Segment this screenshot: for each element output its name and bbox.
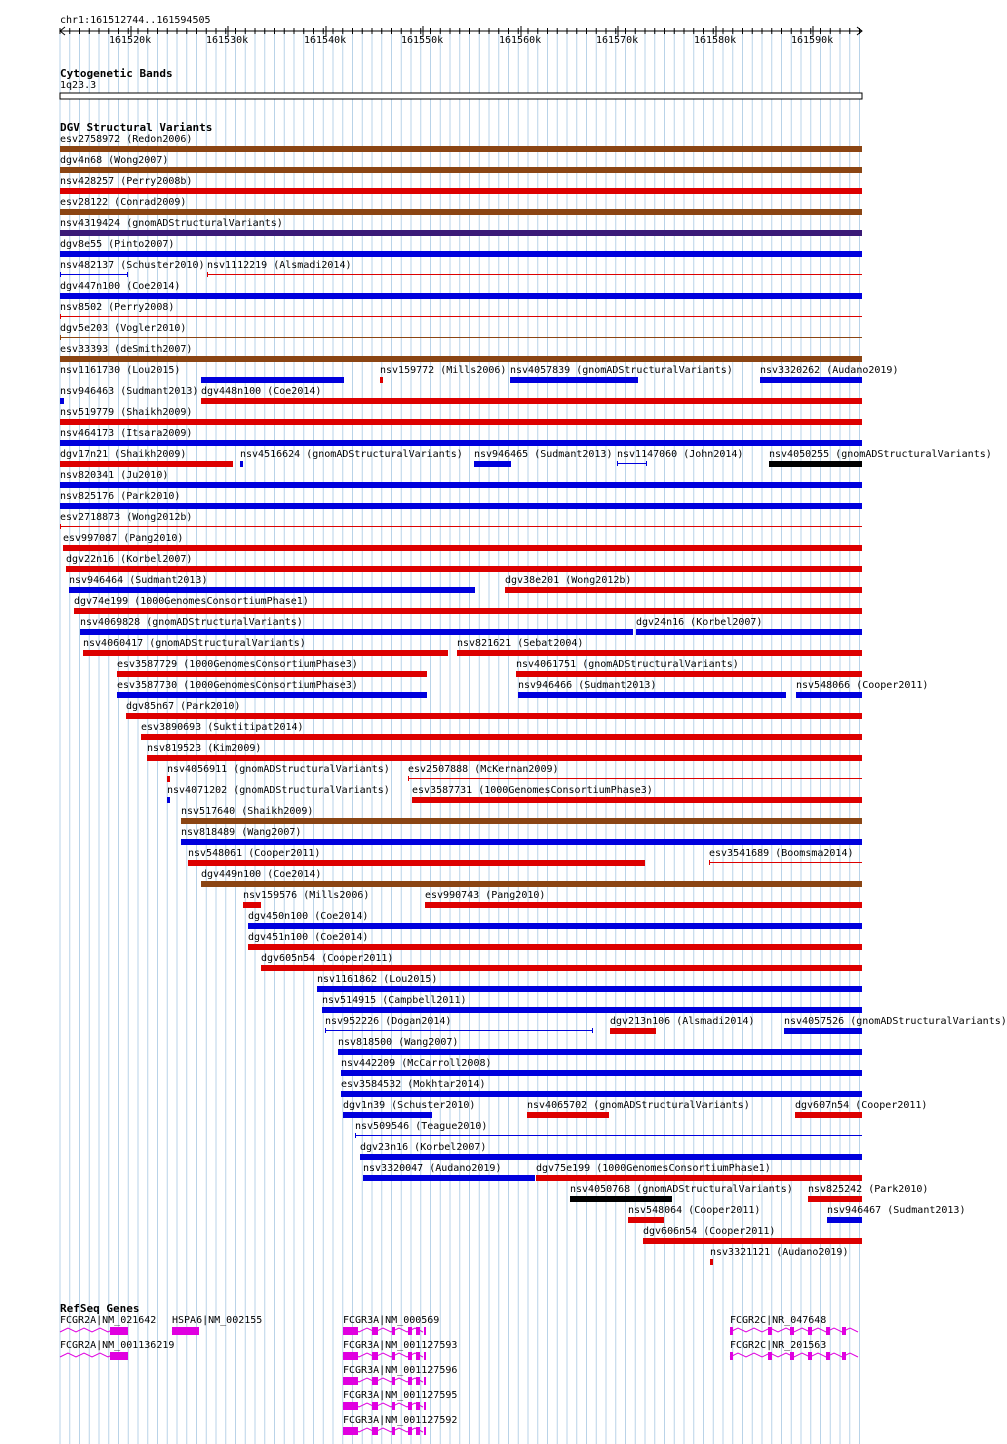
sv-feature-bar[interactable] (425, 902, 862, 908)
sv-feature-label[interactable]: dgv23n16 (Korbel2007) (360, 1142, 487, 1153)
sv-feature-label[interactable]: esv2718873 (Wong2012b) (60, 512, 193, 523)
sv-feature-label[interactable]: dgv17n21 (Shaikh2009) (60, 449, 187, 460)
sv-feature-label[interactable]: nsv3320262 (Audano2019) (760, 365, 899, 376)
sv-feature-bar[interactable] (60, 293, 862, 299)
sv-feature-bar[interactable] (457, 650, 862, 656)
sv-feature-label[interactable]: esv33393 (deSmith2007) (60, 344, 193, 355)
ruler-tick-label: 161560k (499, 35, 542, 46)
sv-feature-label[interactable]: nsv428257 (Perry2008b) (60, 176, 193, 187)
sv-feature-label[interactable]: nsv482137 (Schuster2010) (60, 260, 205, 271)
sv-feature-label[interactable]: nsv4056911 (gnomADStructuralVariants) (167, 764, 390, 775)
sv-feature-label[interactable]: esv2507888 (McKernan2009) (408, 764, 559, 775)
sv-feature-label[interactable]: dgv605n54 (Cooper2011) (261, 953, 394, 964)
gene-label[interactable]: FCGR2C|NR_047648 (730, 1315, 827, 1326)
sv-feature-end-cap (207, 272, 208, 277)
sv-feature-label[interactable]: esv3587729 (1000GenomesConsortiumPhase3) (117, 659, 358, 670)
sv-feature-bar[interactable] (322, 1007, 862, 1013)
gene-exon[interactable] (424, 1427, 426, 1435)
sv-feature-label[interactable]: dgv1n39 (Schuster2010) (343, 1100, 476, 1111)
sv-feature-bar[interactable] (117, 692, 427, 698)
sv-feature-label[interactable]: esv28122 (Conrad2009) (60, 197, 187, 208)
gene-exon[interactable] (343, 1327, 358, 1335)
gene-intron-line (730, 1353, 858, 1357)
gene-exon[interactable] (372, 1377, 378, 1385)
sv-feature-bar[interactable] (60, 440, 862, 446)
sv-feature-label[interactable]: nsv1147060 (John2014) (617, 449, 744, 460)
gene-label[interactable]: FCGR3A|NM_001127596 (343, 1365, 458, 1376)
sv-feature-bar[interactable] (60, 356, 862, 362)
sv-feature-label[interactable]: nsv946465 (Sudmant2013) (474, 449, 613, 460)
gene-exon[interactable] (392, 1352, 395, 1360)
sv-feature-bar[interactable] (243, 902, 261, 908)
sv-feature-end-cap (325, 1028, 326, 1033)
gene-exon[interactable] (372, 1427, 378, 1435)
gene-exon[interactable] (416, 1352, 420, 1360)
sv-feature-label[interactable]: nsv946467 (Sudmant2013) (827, 1205, 966, 1216)
locus-label: chr1:161512744..161594505 (60, 15, 211, 26)
sv-feature-bar[interactable] (60, 461, 233, 467)
sv-feature-label[interactable]: nsv1161862 (Lou2015) (317, 974, 438, 985)
sv-feature-end-cap (60, 314, 61, 319)
gene-label[interactable]: FCGR2A|NM_001136219 (60, 1340, 175, 1351)
sv-feature-bar[interactable] (60, 146, 862, 152)
sv-feature-label[interactable]: nsv514915 (Campbell2011) (322, 995, 467, 1006)
sv-feature-label[interactable]: dgv74e199 (1000GenomesConsortiumPhase1) (74, 596, 309, 607)
sv-feature-bar[interactable] (518, 692, 786, 698)
sv-feature-bar[interactable] (516, 671, 862, 677)
sv-feature-bar[interactable] (60, 419, 862, 425)
sv-feature-label[interactable]: nsv821621 (Sebat2004) (457, 638, 584, 649)
sv-feature-bar[interactable] (760, 377, 862, 383)
gene-exon[interactable] (392, 1377, 395, 1385)
sv-feature-label[interactable]: nsv4516624 (gnomADStructuralVariants) (240, 449, 463, 460)
sv-feature-bar[interactable] (60, 209, 862, 215)
sv-feature-bar[interactable] (474, 461, 511, 467)
sv-feature-label[interactable]: dgv5e203 (Vogler2010) (60, 323, 187, 334)
sv-feature-label[interactable]: nsv1161730 (Lou2015) (60, 365, 181, 376)
sv-feature-label[interactable]: dgv451n100 (Coe2014) (248, 932, 369, 943)
gene-exon[interactable] (392, 1427, 395, 1435)
sv-feature-bar[interactable] (341, 1070, 862, 1076)
sv-feature-bar[interactable] (628, 1217, 664, 1223)
track-title-cytoband: Cytogenetic Bands (60, 67, 173, 80)
gene-exon[interactable] (110, 1327, 128, 1335)
sv-feature-label[interactable]: nsv3320047 (Audano2019) (363, 1163, 502, 1174)
sv-feature-bar[interactable] (363, 1175, 535, 1181)
sv-feature-label[interactable]: nsv4057839 (gnomADStructuralVariants) (510, 365, 733, 376)
sv-feature-label[interactable]: dgv449n100 (Coe2014) (201, 869, 322, 880)
sv-feature-bar[interactable] (201, 398, 862, 404)
sv-feature-bar[interactable] (126, 713, 862, 719)
sv-feature-label[interactable]: esv2758972 (Redon2006) (60, 134, 193, 145)
sv-feature-label[interactable]: dgv450n100 (Coe2014) (248, 911, 369, 922)
gene-exon[interactable] (416, 1327, 420, 1335)
sv-feature-label[interactable]: nsv509546 (Teague2010) (355, 1121, 488, 1132)
gene-exon[interactable] (172, 1327, 199, 1335)
gene-label[interactable]: FCGR3A|NM_001127595 (343, 1390, 458, 1401)
sv-feature-bar[interactable] (795, 1112, 862, 1118)
sv-feature-bar[interactable] (510, 377, 638, 383)
sv-feature-label[interactable]: dgv75e199 (1000GenomesConsortiumPhase1) (536, 1163, 771, 1174)
gene-exon[interactable] (343, 1427, 358, 1435)
gene-exon[interactable] (808, 1352, 812, 1360)
sv-feature-label[interactable]: nsv819523 (Kim2009) (147, 743, 262, 754)
gene-exon[interactable] (790, 1327, 794, 1335)
sv-feature-label[interactable]: nsv1112219 (Alsmadi2014) (207, 260, 352, 271)
sv-feature-bar[interactable] (827, 1217, 862, 1223)
gene-exon[interactable] (790, 1352, 794, 1360)
gene-exon[interactable] (424, 1352, 426, 1360)
sv-feature-label[interactable]: dgv22n16 (Korbel2007) (66, 554, 193, 565)
gene-label[interactable]: FCGR3A|NM_001127593 (343, 1340, 458, 1351)
sv-feature-label[interactable]: nsv4061751 (gnomADStructuralVariants) (516, 659, 739, 670)
gene-exon[interactable] (826, 1327, 830, 1335)
cytoband-label[interactable]: 1q23.3 (60, 80, 97, 91)
sv-feature-label[interactable]: esv3584532 (Mokhtar2014) (341, 1079, 486, 1090)
sv-feature-bar[interactable] (60, 230, 862, 236)
sv-feature-end-cap (355, 1133, 356, 1138)
gene-label[interactable]: HSPA6|NM_002155 (172, 1315, 263, 1326)
sv-feature-label[interactable]: nsv952226 (Dogan2014) (325, 1016, 452, 1027)
track-title-refseq: RefSeq Genes (60, 1302, 140, 1315)
gene-exon[interactable] (343, 1377, 358, 1385)
gene-exon[interactable] (343, 1352, 358, 1360)
sv-feature-end-cap (60, 272, 61, 277)
sv-feature-label[interactable]: nsv4319424 (gnomADStructuralVariants) (60, 218, 283, 229)
sv-feature-line[interactable] (60, 316, 862, 317)
sv-feature-bar[interactable] (147, 755, 862, 761)
cytoband-bar (60, 93, 862, 99)
sv-feature-label[interactable]: nsv818500 (Wang2007) (338, 1037, 459, 1048)
gene-exon[interactable] (424, 1327, 426, 1335)
sv-feature-end-cap (408, 776, 409, 781)
sv-feature-label[interactable]: dgv4n68 (Wong2007) (60, 155, 169, 166)
sv-feature-label[interactable]: esv3587730 (1000GenomesConsortiumPhase3) (117, 680, 358, 691)
sv-feature-label[interactable]: nsv4065702 (gnomADStructuralVariants) (527, 1100, 750, 1111)
sv-feature-line[interactable] (207, 274, 862, 275)
ruler-tick-label: 161570k (596, 35, 639, 46)
sv-feature-bar[interactable] (338, 1049, 862, 1055)
sv-feature-bar[interactable] (527, 1112, 609, 1118)
sv-feature-bar[interactable] (60, 188, 862, 194)
sv-feature-label[interactable]: esv3890693 (Suktitipat2014) (141, 722, 304, 733)
sv-feature-label[interactable]: nsv946464 (Sudmant2013) (69, 575, 208, 586)
gene-exon[interactable] (416, 1402, 420, 1410)
sv-feature-end-cap (592, 1028, 593, 1033)
gene-exon[interactable] (408, 1427, 412, 1435)
sv-feature-label[interactable]: nsv548064 (Cooper2011) (628, 1205, 761, 1216)
sv-feature-bar[interactable] (317, 986, 862, 992)
sv-feature-bar[interactable] (74, 608, 862, 614)
gene-exon[interactable] (768, 1327, 772, 1335)
sv-feature-line[interactable] (355, 1135, 862, 1136)
sv-feature-bar[interactable] (181, 818, 862, 824)
sv-feature-bar[interactable] (769, 461, 862, 467)
sv-feature-bar[interactable] (83, 650, 448, 656)
sv-feature-label[interactable]: nsv4057526 (gnomADStructuralVariants) (784, 1016, 1007, 1027)
sv-feature-bar[interactable] (343, 1112, 432, 1118)
sv-feature-bar[interactable] (188, 860, 645, 866)
sv-feature-tick[interactable] (710, 1259, 713, 1265)
sv-feature-label[interactable]: esv3541689 (Boomsma2014) (709, 848, 854, 859)
sv-feature-label[interactable]: nsv548061 (Cooper2011) (188, 848, 321, 859)
sv-feature-label[interactable]: nsv548066 (Cooper2011) (796, 680, 929, 691)
gene-exon[interactable] (372, 1327, 378, 1335)
ruler-tick-label: 161520k (109, 35, 152, 46)
sv-feature-bar[interactable] (796, 692, 862, 698)
sv-feature-label[interactable]: dgv448n100 (Coe2014) (201, 386, 322, 397)
sv-feature-line[interactable] (617, 463, 647, 464)
ruler-tick-label: 161530k (206, 35, 249, 46)
gene-exon[interactable] (372, 1352, 378, 1360)
sv-feature-bar[interactable] (60, 167, 862, 173)
sv-feature-label[interactable]: nsv946466 (Sudmant2013) (518, 680, 657, 691)
sv-feature-bar[interactable] (60, 251, 862, 257)
gene-exon[interactable] (416, 1377, 420, 1385)
gene-exon[interactable] (730, 1327, 733, 1335)
ruler-tick-label: 161540k (304, 35, 347, 46)
sv-feature-label[interactable]: dgv24n16 (Korbel2007) (636, 617, 763, 628)
gene-exon[interactable] (408, 1377, 412, 1385)
sv-feature-label[interactable]: nsv464173 (Itsara2009) (60, 428, 193, 439)
gene-exon[interactable] (392, 1327, 395, 1335)
sv-feature-bar[interactable] (201, 881, 862, 887)
gene-exon[interactable] (424, 1377, 426, 1385)
gene-exon[interactable] (408, 1402, 412, 1410)
sv-feature-label[interactable]: nsv442209 (McCarroll2008) (341, 1058, 492, 1069)
sv-feature-tick[interactable] (167, 797, 170, 803)
sv-feature-label[interactable]: dgv85n67 (Park2010) (126, 701, 241, 712)
sv-feature-bar[interactable] (360, 1154, 862, 1160)
sv-feature-label[interactable]: nsv519779 (Shaikh2009) (60, 407, 193, 418)
sv-feature-bar[interactable] (643, 1238, 862, 1244)
sv-feature-bar[interactable] (117, 671, 427, 677)
sv-feature-bar[interactable] (141, 734, 862, 740)
sv-feature-tick[interactable] (380, 377, 383, 383)
gene-exon[interactable] (826, 1352, 830, 1360)
sv-feature-bar[interactable] (536, 1175, 862, 1181)
gene-exon[interactable] (408, 1352, 412, 1360)
sv-feature-bar[interactable] (181, 839, 862, 845)
gene-exon[interactable] (730, 1352, 733, 1360)
sv-feature-label[interactable]: dgv606n54 (Cooper2011) (643, 1226, 776, 1237)
sv-feature-label[interactable]: nsv159576 (Mills2006) (243, 890, 370, 901)
sv-feature-end-cap (60, 524, 61, 529)
sv-feature-bar[interactable] (248, 923, 862, 929)
sv-feature-bar[interactable] (570, 1196, 672, 1202)
sv-feature-line[interactable] (60, 526, 862, 527)
sv-feature-bar[interactable] (261, 965, 862, 971)
sv-feature-bar[interactable] (63, 545, 862, 551)
sv-feature-end-cap (60, 335, 61, 340)
gene-exon[interactable] (416, 1427, 420, 1435)
sv-feature-label[interactable]: nsv4050255 (gnomADStructuralVariants) (769, 449, 992, 460)
sv-feature-label[interactable]: nsv3321121 (Audano2019) (710, 1247, 849, 1258)
sv-feature-bar[interactable] (201, 377, 344, 383)
sv-feature-bar[interactable] (60, 503, 862, 509)
sv-feature-label[interactable]: nsv517640 (Shaikh2009) (181, 806, 314, 817)
sv-feature-end-cap (646, 461, 647, 466)
sv-feature-label[interactable]: dgv8e55 (Pinto2007) (60, 239, 175, 250)
sv-feature-tick[interactable] (167, 776, 170, 782)
gene-exon[interactable] (424, 1402, 426, 1410)
gene-exon[interactable] (808, 1327, 812, 1335)
gene-intron-line (730, 1328, 858, 1332)
sv-feature-end-cap (617, 461, 618, 466)
ruler-tick-label: 161550k (401, 35, 444, 46)
sv-feature-bar[interactable] (505, 587, 862, 593)
gene-exon[interactable] (372, 1402, 378, 1410)
sv-feature-label[interactable]: nsv4060417 (gnomADStructuralVariants) (83, 638, 306, 649)
sv-feature-tick[interactable] (240, 461, 243, 467)
sv-feature-label[interactable]: nsv820341 (Ju2010) (60, 470, 169, 481)
sv-feature-label[interactable]: dgv38e201 (Wong2012b) (505, 575, 632, 586)
gene-exon[interactable] (392, 1402, 395, 1410)
sv-feature-bar[interactable] (69, 587, 475, 593)
sv-feature-label[interactable]: esv997087 (Pang2010) (63, 533, 184, 544)
sv-feature-label[interactable]: esv990743 (Pang2010) (425, 890, 546, 901)
gene-label[interactable]: FCGR2A|NM_021642 (60, 1315, 157, 1326)
sv-feature-bar[interactable] (412, 797, 862, 803)
gene-exon[interactable] (842, 1352, 846, 1360)
sv-feature-line[interactable] (60, 337, 862, 338)
sv-feature-label[interactable]: nsv8502 (Perry2008) (60, 302, 175, 313)
track-title-dgv: DGV Structural Variants (60, 121, 213, 134)
sv-feature-line[interactable] (60, 274, 128, 275)
sv-feature-label[interactable]: nsv818489 (Wang2007) (181, 827, 302, 838)
ruler-tick-label: 161590k (791, 35, 834, 46)
sv-feature-line[interactable] (408, 778, 862, 779)
gene-exon[interactable] (768, 1352, 772, 1360)
sv-feature-label[interactable]: nsv159772 (Mills2006) (380, 365, 507, 376)
sv-feature-end-cap (127, 272, 128, 277)
sv-feature-end-cap (709, 860, 710, 865)
sv-feature-line[interactable] (325, 1030, 593, 1031)
sv-feature-label[interactable]: nsv4069828 (gnomADStructuralVariants) (80, 617, 303, 628)
sv-feature-bar[interactable] (248, 944, 862, 950)
sv-feature-bar[interactable] (610, 1028, 656, 1034)
sv-feature-bar[interactable] (60, 398, 64, 404)
sv-feature-label[interactable]: esv3587731 (1000GenomesConsortiumPhase3) (412, 785, 653, 796)
sv-feature-bar[interactable] (80, 629, 633, 635)
sv-feature-bar[interactable] (60, 482, 862, 488)
gene-exon[interactable] (408, 1327, 412, 1335)
sv-feature-label[interactable]: dgv607n54 (Cooper2011) (795, 1100, 928, 1111)
gene-exon[interactable] (343, 1402, 358, 1410)
sv-feature-label[interactable]: nsv4071202 (gnomADStructuralVariants) (167, 785, 390, 796)
sv-feature-line[interactable] (709, 862, 862, 863)
sv-feature-label[interactable]: nsv4050768 (gnomADStructuralVariants) (570, 1184, 793, 1195)
gene-exon[interactable] (842, 1327, 846, 1335)
gene-label[interactable]: FCGR3A|NM_001127592 (343, 1415, 458, 1426)
sv-feature-bar[interactable] (341, 1091, 862, 1097)
sv-feature-bar[interactable] (66, 566, 862, 572)
gene-label[interactable]: FCGR3A|NM_000569 (343, 1315, 440, 1326)
sv-feature-bar[interactable] (808, 1196, 862, 1202)
sv-feature-label[interactable]: nsv825242 (Park2010) (808, 1184, 929, 1195)
sv-feature-bar[interactable] (636, 629, 862, 635)
sv-feature-label[interactable]: dgv447n100 (Coe2014) (60, 281, 181, 292)
gene-label[interactable]: FCGR2C|NR_201563 (730, 1340, 827, 1351)
ruler-tick-label: 161580k (694, 35, 737, 46)
sv-feature-label[interactable]: dgv213n106 (Alsmadi2014) (610, 1016, 755, 1027)
gene-exon[interactable] (110, 1352, 128, 1360)
sv-feature-label[interactable]: nsv825176 (Park2010) (60, 491, 181, 502)
sv-feature-bar[interactable] (784, 1028, 862, 1034)
sv-feature-label[interactable]: nsv946463 (Sudmant2013) (60, 386, 199, 397)
